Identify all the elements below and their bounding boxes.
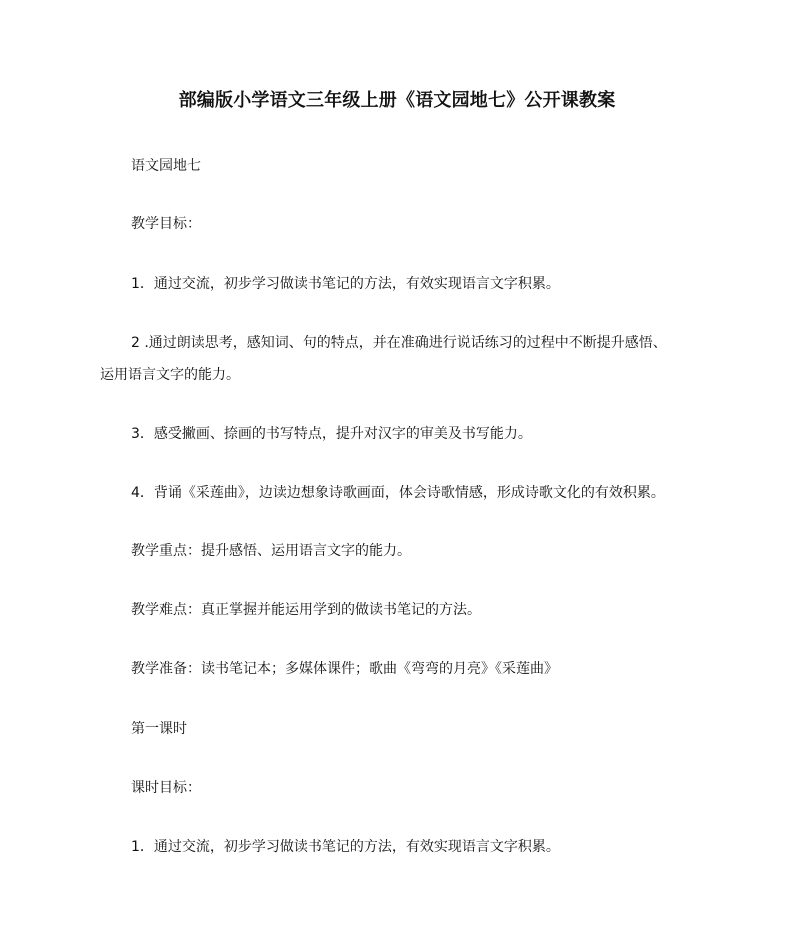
objective-4: 4．背诵《采莲曲》，边读边想象诗歌画面，体会诗歌情感，形成诗歌文化的有效积累。 xyxy=(131,485,665,501)
section-heading: 语文园地七 xyxy=(131,158,201,174)
objective-1: 1．通过交流，初步学习做读书笔记的方法，有效实现语言文字积累。 xyxy=(131,276,560,292)
teaching-preparation: 教学准备：读书笔记本；多媒体课件；歌曲《弯弯的月亮》《采莲曲》 xyxy=(131,661,558,677)
objectives-heading: 教学目标： xyxy=(131,216,201,232)
teaching-difficulty: 教学难点：真正掌握并能运用学到的做读书笔记的方法。 xyxy=(131,602,481,618)
lesson-objectives-heading: 课时目标： xyxy=(131,780,201,796)
document-title: 部编版小学语文三年级上册《语文园地七》公开课教案 xyxy=(178,90,616,111)
objective-2-line-2: 运用语言文字的能力。 xyxy=(100,367,240,383)
objective-2-line-1: 2 .通过朗读思考，感知词、句的特点，并在准确进行说话练习的过程中不断提升感悟、 xyxy=(131,335,667,351)
teaching-focus: 教学重点：提升感悟、运用语言文字的能力。 xyxy=(131,543,411,559)
lesson-objective-1: 1．通过交流，初步学习做读书笔记的方法，有效实现语言文字积累。 xyxy=(131,839,560,855)
lesson-heading: 第一课时 xyxy=(131,721,187,737)
objective-3: 3．感受撇画、捺画的书写特点，提升对汉字的审美及书写能力。 xyxy=(131,426,532,442)
